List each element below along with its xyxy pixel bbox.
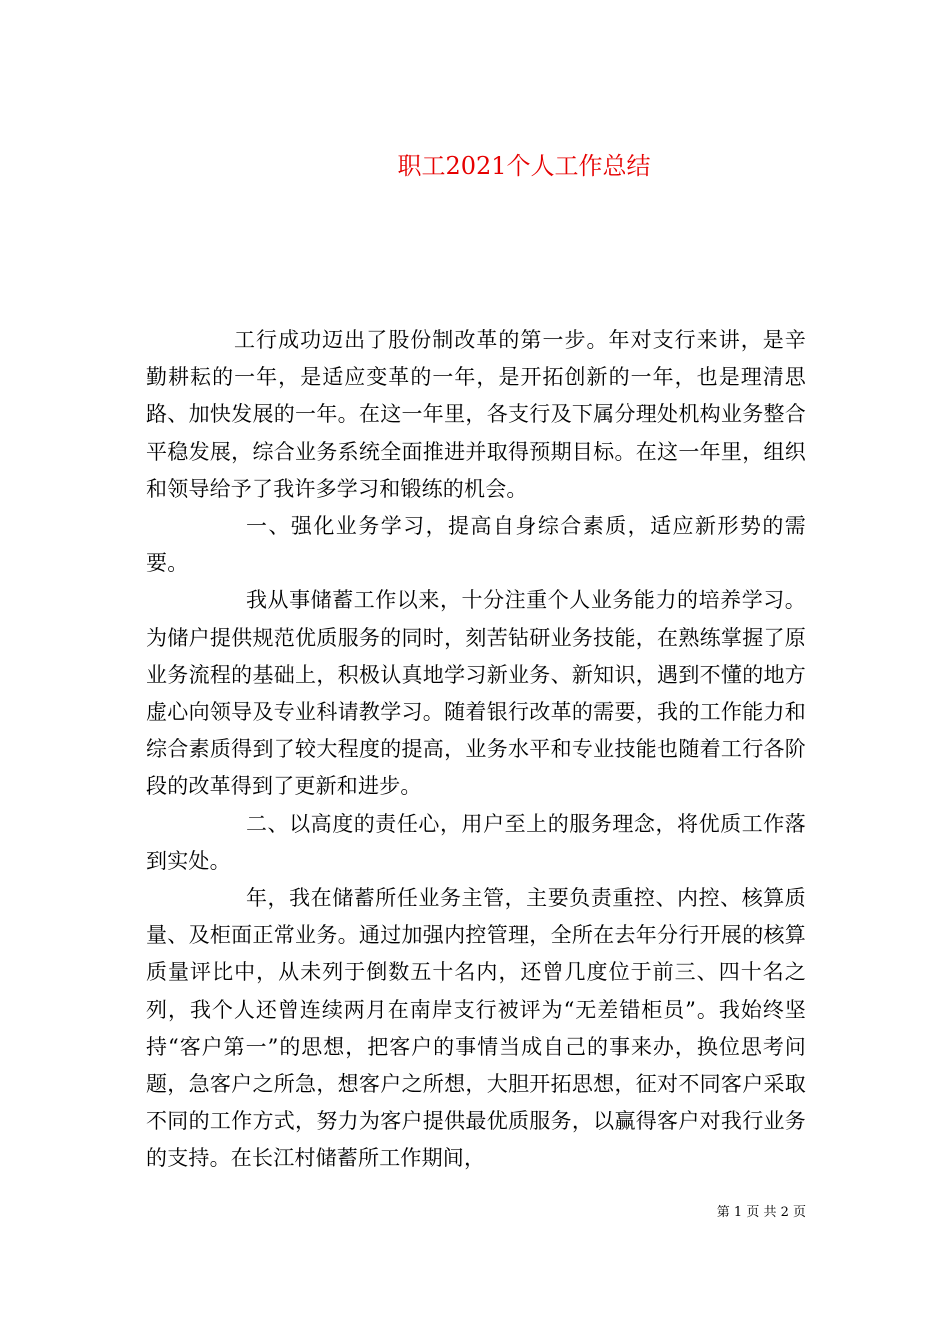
section-heading-1: 一、强化业务学习，提高自身综合素质，适应新形势的需要。 bbox=[146, 514, 806, 576]
page-footer: 第 1 页 共 2 页 bbox=[716, 1205, 806, 1220]
document-title: 职工2021个人工作总结 bbox=[397, 152, 651, 181]
paragraph-section-2: 年，我在储蓄所任业务主管，主要负责重控、内控、核算质量、及柜面正常业务。通过加强内控管理，全所在去年分行开展的核算质量评比中，从未列于倒数五十名内，还曾几度位于前三、四十名之列，我个人还曾连续两月在南岸支行被评为“无差错柜员”。我始终坚持“客户第一”的思想，把客户的事情当成自己的事来办，换位思考问题，急客户之所急，想客户之所想，大胆开拓思想，征对不同客户采取不同的工作方式，努力为客户提供最优质服务，以赢得客户对我行业务的支持。在长江村储蓄所工作期间， bbox=[146, 886, 806, 1171]
paragraph-intro: 工行成功迈出了股份制改革的第一步。年对支行来讲，是辛勤耕耘的一年，是适应变革的一年，是开拓创新的一年，也是理清思路、加快发展的一年。在这一年里，各支行及下属分理处机构业务整合平稳发展，综合业务系统全面推进并取得预期目标。在这一年里，组织和领导给予了我许多学习和锻练的机会。 bbox=[146, 328, 806, 501]
paragraph-section-1: 我从事储蓄工作以来，十分注重个人业务能力的培养学习。为储户提供规范优质服务的同时，刻苦钻研业务技能，在熟练掌握了原业务流程的基础上，积极认真地学习新业务、新知识，遇到不懂的地方虚心向领导及专业科请教学习。随着银行改革的需要，我的工作能力和综合素质得到了较大程度的提高，业务水平和专业技能也随着工行各阶段的改革得到了更新和进步。 bbox=[146, 588, 806, 799]
document-body bbox=[146, 322, 806, 1178]
section-heading-2: 二、以高度的责任心，用户至上的服务理念，将优质工作落到实处。 bbox=[146, 811, 806, 873]
